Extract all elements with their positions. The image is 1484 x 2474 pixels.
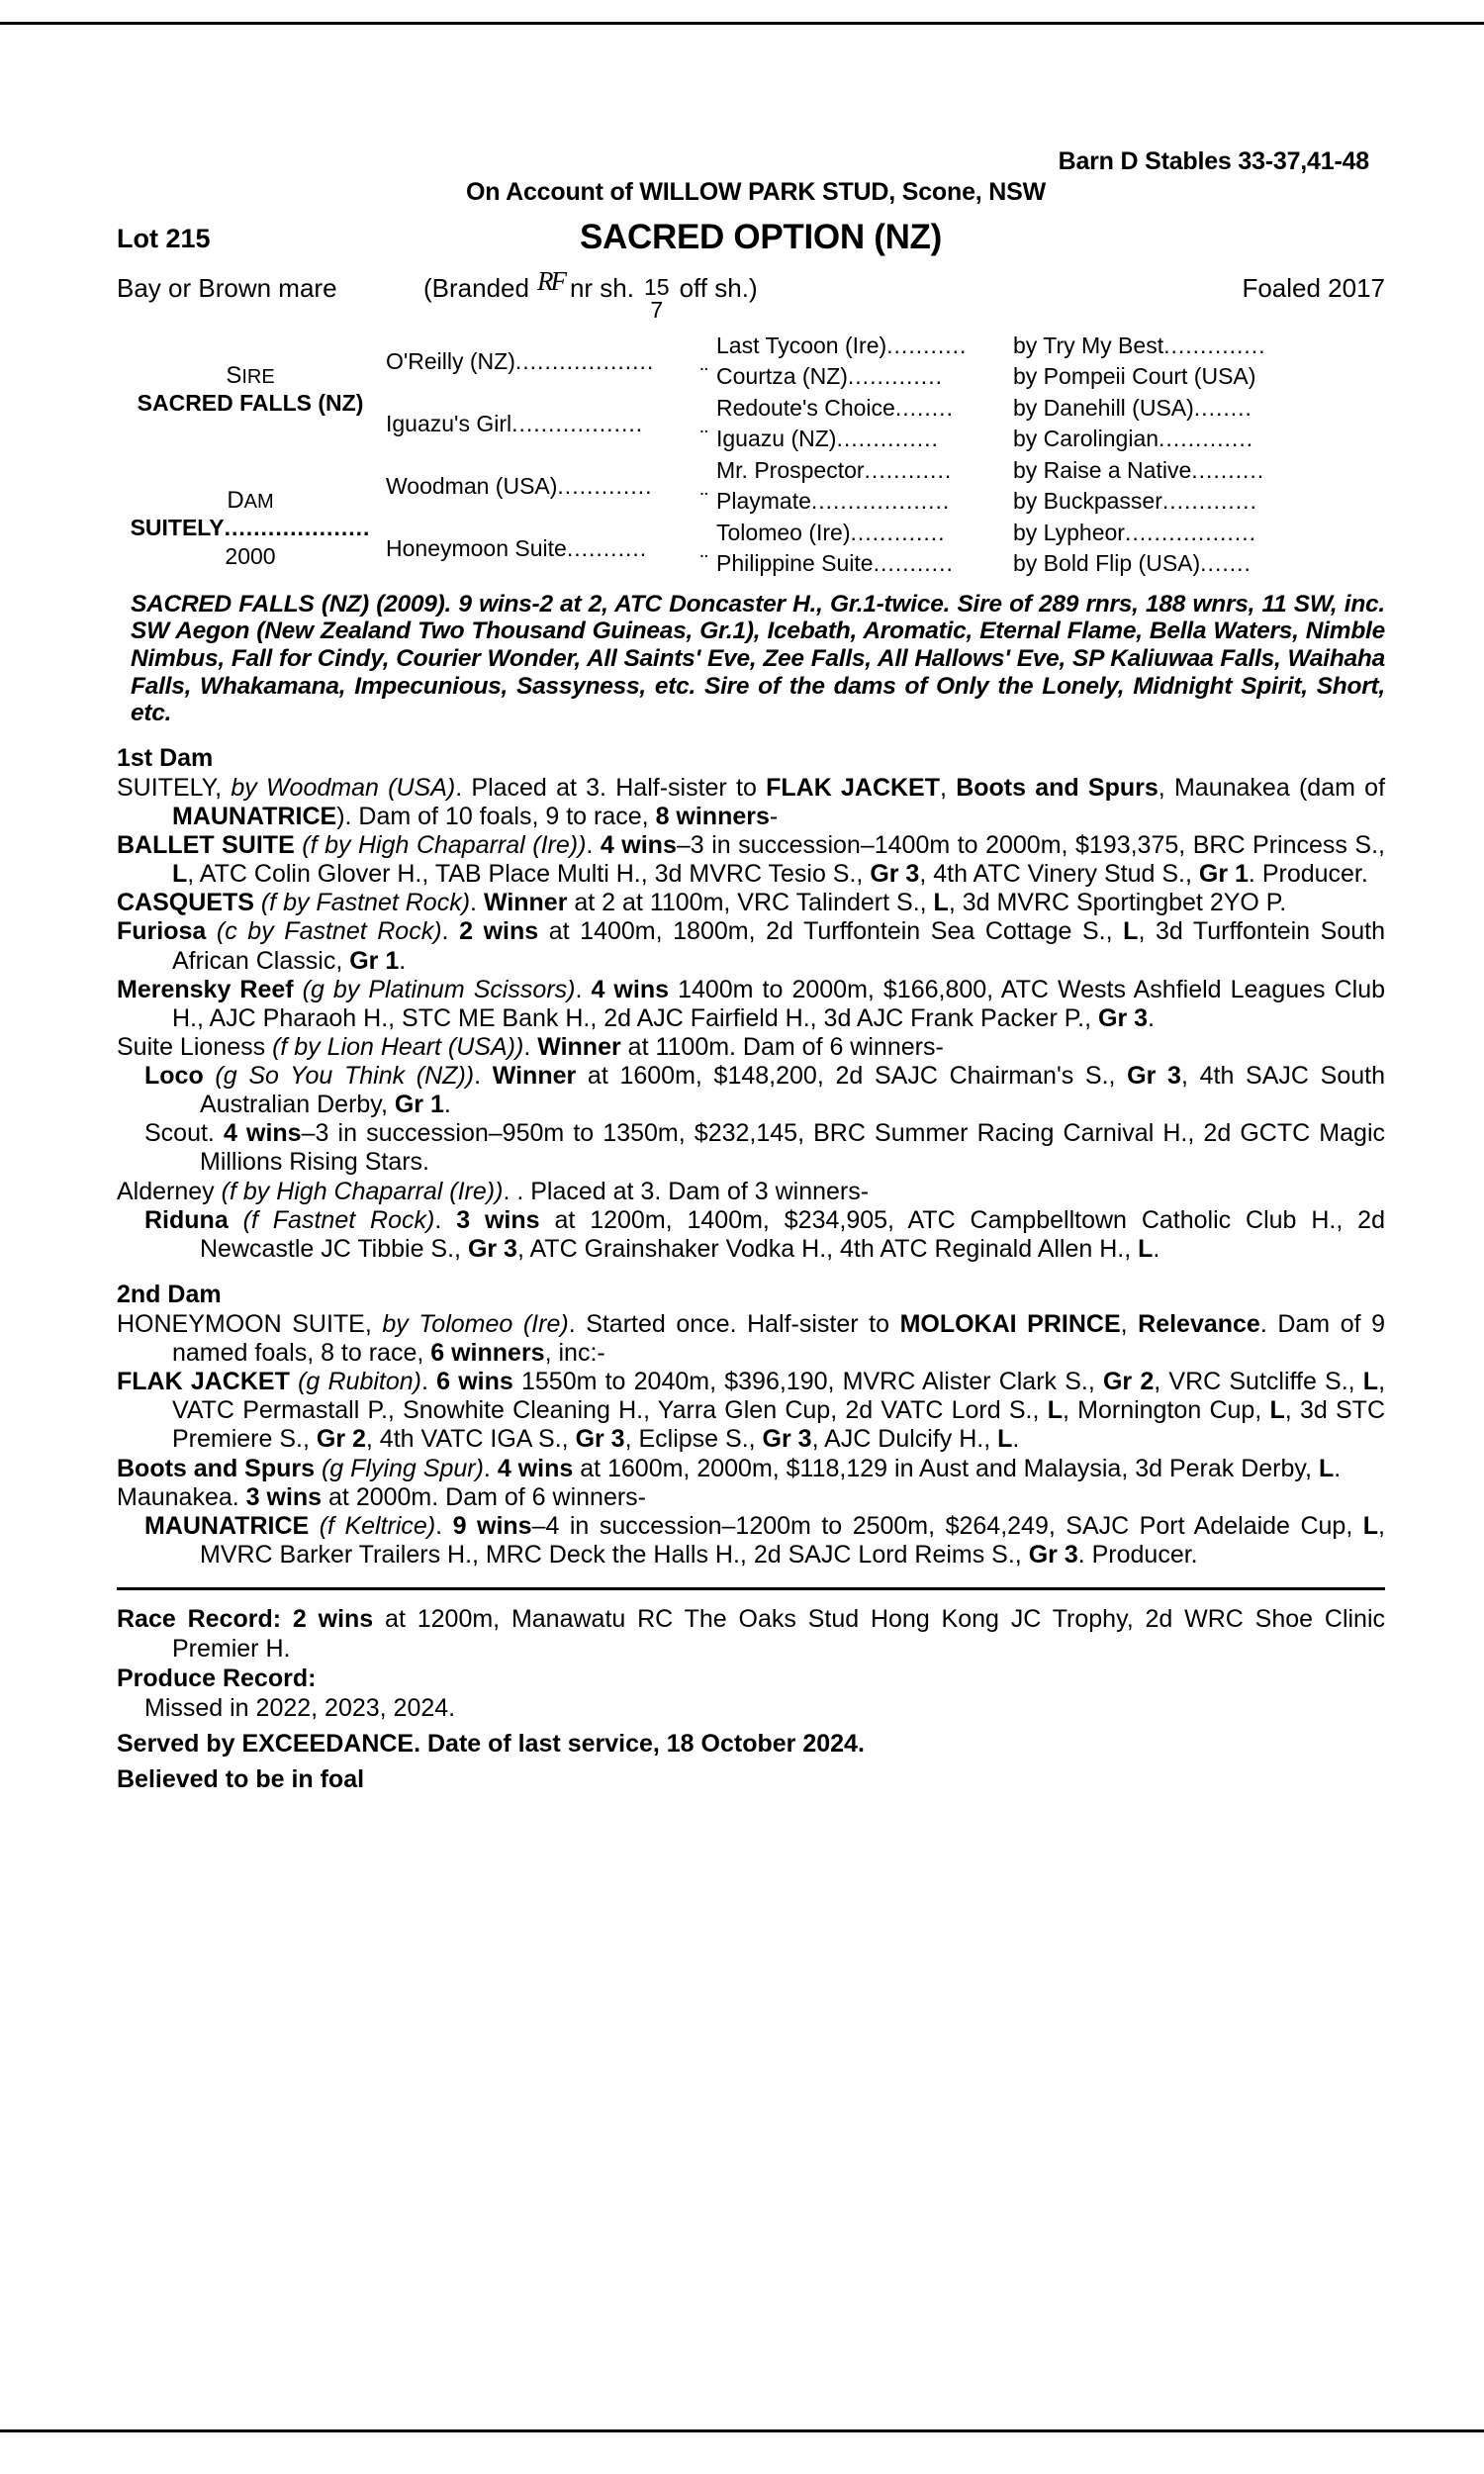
pedigree-cell <box>386 393 700 455</box>
space <box>315 1455 322 1482</box>
dam-name-text: SUITELY <box>130 514 225 540</box>
pedigree-row <box>700 361 1484 393</box>
pedigree-dots: ........... <box>873 550 954 577</box>
progeny-entry <box>117 1119 1385 1177</box>
progeny-detail: . <box>1334 1454 1342 1482</box>
pedigree-gg <box>1013 488 1257 515</box>
text: . <box>523 1032 538 1061</box>
dam-year: 2000 <box>225 542 276 569</box>
pedigree-table <box>117 331 1385 583</box>
pedigree-gp <box>716 426 1013 452</box>
foaled-year: Foaled 2017 <box>1242 272 1385 303</box>
pedigree-row <box>700 455 1484 487</box>
pedigree-gp-name: Last Tycoon (Ire) <box>716 332 887 358</box>
progeny-breeding: (g by Platinum Scissors) <box>302 975 576 1003</box>
space <box>206 917 217 945</box>
space <box>309 1512 320 1540</box>
progeny-detail: , 3d STC Premiere S., <box>172 1396 1385 1454</box>
progeny-breeding: (f by Lion Heart (USA)) <box>272 1032 524 1061</box>
sire-name: SACRED FALLS (NZ) <box>137 389 364 416</box>
progeny-breeding: (g So You Think (NZ)) <box>215 1062 475 1091</box>
second-dam-intro <box>117 1310 1385 1368</box>
progeny-grade: Gr 3 <box>575 1425 625 1454</box>
dam-entry-text: , Maunakea (dam of <box>1158 773 1386 802</box>
branded-prefix: (Branded <box>423 272 529 303</box>
progeny-name: Merensky Reef <box>117 975 294 1003</box>
progeny-entry <box>117 1178 1385 1206</box>
progeny-detail: , Eclipse S., <box>624 1425 763 1454</box>
progeny-entry <box>117 1033 1385 1062</box>
pedigree-gp <box>716 488 1013 515</box>
pedigree-dots: ........ <box>894 394 954 421</box>
pedigree-gp-name: Tolomeo (Ire) <box>716 519 851 545</box>
lot-row <box>117 218 1385 265</box>
text: . <box>420 1368 437 1396</box>
dam-entry-winners: 8 winners <box>655 802 770 830</box>
text: . <box>586 831 601 860</box>
progeny-grade: L <box>1318 1454 1335 1482</box>
brand-denominator: 7 <box>650 297 664 324</box>
pedigree-dots: ................... <box>810 488 951 515</box>
pedigree-gg-name: by Pompeii Court (USA) <box>1013 363 1256 390</box>
first-dam-intro <box>117 774 1385 831</box>
pedigree-gg-name: by Bold Flip (USA) <box>1013 550 1201 577</box>
section-divider <box>117 1587 1385 1590</box>
pedigree-gp <box>716 457 1013 484</box>
progeny-entry <box>117 1455 1385 1483</box>
progeny-detail: , VRC Sutcliffe S., <box>1154 1368 1363 1396</box>
pedigree-column-greatgrandparents <box>700 331 1484 580</box>
pedigree-dots: ............. <box>1159 426 1254 452</box>
pedigree-gg <box>1013 333 1266 359</box>
pedigree-gg-name: by Danehill (USA) <box>1013 394 1194 421</box>
branded-off-shoulder: off sh.) <box>679 272 758 303</box>
progeny-wins: 6 wins <box>436 1368 513 1396</box>
progeny-detail: . <box>1012 1425 1020 1454</box>
pedigree-row <box>700 518 1484 549</box>
progeny-name: FLAK JACKET <box>117 1368 290 1396</box>
progeny-breeding: (f by High Chaparral (Ire)) <box>302 831 587 860</box>
dam-entry-text: . Placed at 3. Half-sister to <box>455 773 767 802</box>
ditto-mark: ¨ <box>700 550 708 577</box>
in-foal-line <box>117 1764 1385 1794</box>
progeny-grade: Gr 1 <box>394 1091 444 1119</box>
progeny-detail: . Producer. <box>1248 860 1368 889</box>
footer-block <box>117 1604 1385 1794</box>
pedigree-dots: .......... <box>1191 456 1265 483</box>
barn-stables-line: Barn D Stables 33-37,41-48 <box>1058 147 1369 175</box>
progeny-name: Scout. <box>144 1119 215 1148</box>
progeny-breeding: (f by Fastnet Rock) <box>260 889 471 917</box>
progeny-grade: L <box>1138 1234 1154 1263</box>
progeny-detail: –3 in succession–1400m to 2000m, $193,375, BRC Princess S., <box>676 831 1385 860</box>
progeny-wins: 2 wins <box>459 917 539 946</box>
progeny-entry <box>117 1483 1385 1512</box>
pedigree-parent-name: Honeymoon Suite <box>386 534 567 561</box>
text: . <box>435 1511 453 1540</box>
sire-summary-paragraph: SACRED FALLS (NZ) (2009). 9 wins-2 at 2, ATC Doncaster H., Gr.1-twice. Sire of 289 rnrs, 188 wnrs, 11 SW, inc. SW Aegon (New Zealand Two Thousand Guineas, Gr.1), Icebath, Aromatic, Eternal Flame, Bella Waters, Nimble Nimbus, Fall for Cindy, Courier Wonder, All Saints' Eve, Zee Falls, All Hallows' Eve, SP Kaliuwaa Falls, Waihaha Falls, Whakamana, Impecunious, Sassyness, etc. Sire of the dams of Only the Lonely, Midnight Spirit, Short, etc. <box>131 590 1385 727</box>
in-foal-text: Believed to be in foal <box>117 1765 365 1794</box>
sire-label-rest: IRE <box>241 365 275 388</box>
pedigree-gp <box>716 333 1013 359</box>
pedigree-gg-name: by Try My Best <box>1013 332 1164 358</box>
progeny-grade: L <box>172 860 188 889</box>
pedigree-gp-name: Mr. Prospector <box>716 456 865 483</box>
dam-entry-text: , <box>1120 1309 1139 1338</box>
progeny-detail: at 1400m, 1800m, 2d Turffontein Sea Cottage S., <box>538 917 1124 946</box>
progeny-breeding: (g Rubiton) <box>298 1368 421 1396</box>
progeny-detail: , ATC Colin Glover H., TAB Place Multi H., 3d MVRC Tesio S., <box>187 860 871 889</box>
pedigree-dots: ................... <box>514 347 655 374</box>
pedigree-dots: ............. <box>557 472 653 499</box>
pedigree-gp <box>716 395 1013 422</box>
pedigree-gg-name: by Lypheor <box>1013 519 1125 545</box>
progeny-entry <box>117 976 1385 1033</box>
progeny-grade: Gr 2 <box>316 1425 366 1454</box>
pedigree-gg-name: by Raise a Native <box>1013 456 1192 483</box>
progeny-name: BALLET SUITE <box>117 831 295 860</box>
pedigree-dots: ............ <box>864 456 953 483</box>
progeny-grade: L <box>1362 1368 1379 1396</box>
progeny-name: Alderney <box>117 1177 215 1205</box>
branded-near-shoulder: nr sh. <box>569 272 634 303</box>
progeny-grade: L <box>1123 917 1139 946</box>
progeny-detail: , 4th VATC IGA S., <box>365 1425 576 1454</box>
progeny-grade: Gr 3 <box>1127 1062 1181 1091</box>
progeny-wins: 4 wins <box>591 975 670 1003</box>
pedigree-dots: .............. <box>836 426 939 452</box>
space <box>215 1119 224 1147</box>
top-divider-rule <box>0 22 1484 25</box>
text: . <box>483 1454 498 1482</box>
progeny-wins: 4 wins <box>224 1119 302 1148</box>
space <box>290 1368 298 1395</box>
progeny-detail: , VATC Permastall P., Snowhite Cleaning H., Yarra Glen Cup, 2d VATC Lord S., <box>172 1368 1386 1425</box>
dam-entry-name: HONEYMOON SUITE, <box>117 1309 383 1338</box>
progeny-name: Suite Lioness <box>117 1032 266 1061</box>
progeny-grade: Gr 3 <box>870 860 920 889</box>
progeny-detail: . <box>1153 1234 1160 1263</box>
progeny-breeding: (f Keltrice) <box>319 1511 436 1540</box>
dam-entry-relative: 6 winners <box>430 1339 545 1368</box>
text: . <box>470 889 484 917</box>
dam-entry-relative: MOLOKAI PRINCE <box>899 1309 1121 1338</box>
progeny-breeding: (f by High Chaparral (Ire)) <box>221 1177 504 1205</box>
pedigree-dots: ....... <box>1200 550 1252 577</box>
progeny-name: Maunakea. <box>117 1482 239 1511</box>
progeny-grade: L <box>1362 1511 1379 1540</box>
dam-entry-relative: Relevance <box>1138 1309 1260 1338</box>
progeny-detail: . <box>443 1091 451 1119</box>
progeny-detail: . Placed at 3. Dam of 3 winners- <box>516 1177 870 1205</box>
first-dam-body <box>117 774 1385 1264</box>
pedigree-gp-name: Redoute's Choice <box>716 394 895 421</box>
progeny-detail: at 1100m. Dam of 6 winners- <box>620 1032 944 1061</box>
dam-entry-text: . Dam of 9 named foals, 8 to race, <box>172 1309 1386 1368</box>
pedigree-gg <box>1013 363 1255 390</box>
dam-name <box>117 515 384 541</box>
sire-label-cap: S <box>226 361 242 389</box>
first-dam-heading: 1st Dam <box>117 743 214 772</box>
progeny-detail: , Mornington Cup, <box>1062 1396 1270 1425</box>
progeny-detail: , MVRC Barker Trailers H., MRC Deck the Halls H., 2d SAJC Lord Reims S., <box>200 1511 1385 1569</box>
progeny-grade: L <box>1269 1396 1285 1425</box>
pedigree-gp-name: Playmate <box>716 488 811 515</box>
pedigree-gp <box>716 550 1013 577</box>
progeny-detail: . <box>1148 1003 1155 1032</box>
pedigree-gg-name: by Buckpasser <box>1013 488 1162 515</box>
ditto-mark: ¨ <box>700 363 708 390</box>
pedigree-gg <box>1013 426 1253 452</box>
progeny-wins: Winner <box>483 889 568 917</box>
pedigree-gp-name: Iguazu (NZ) <box>716 426 837 452</box>
pedigree-gp-name: Courtza (NZ) <box>716 363 848 390</box>
progeny-entry <box>117 1512 1385 1570</box>
progeny-breeding: (f Fastnet Rock) <box>242 1205 435 1234</box>
pedigree-row <box>700 424 1484 455</box>
produce-record-text: Missed in 2022, 2023, 2024. <box>144 1694 456 1723</box>
progeny-detail: at 2000m. Dam of 6 winners- <box>322 1482 646 1511</box>
progeny-grade: Gr 1 <box>349 946 400 975</box>
progeny-wins: 4 wins <box>600 831 677 860</box>
pedigree-gg <box>1013 395 1252 422</box>
race-record-text: at 1200m, Manawatu RC The Oaks Stud Hong Kong JC Trophy, 2d WRC Shoe Clinic Premier H. <box>172 1605 1386 1664</box>
ditto-mark: ¨ <box>700 488 708 515</box>
pedigree-gg <box>1013 457 1264 484</box>
pedigree-dots: .................. <box>1124 519 1256 545</box>
progeny-detail: at 2 at 1100m, VRC Talindert S., <box>567 889 934 917</box>
dam-block <box>117 487 384 570</box>
progeny-detail: 1400m to 2000m, $166,800, ATC Wests Ashfield Leagues Club H., AJC Pharaoh H., STC ME Bank H., 2d AJC Fairfield H., 3d AJC Frank Packer P., <box>172 975 1385 1032</box>
text: . <box>503 1177 517 1205</box>
text: . <box>575 975 592 1003</box>
progeny-detail: at 1600m, $148,200, 2d SAJC Chairman's S., <box>576 1062 1128 1091</box>
pedigree-cell <box>386 331 700 393</box>
progeny-detail: 1550m to 2040m, $396,190, MVRC Alister Clark S., <box>512 1368 1103 1396</box>
progeny-detail: , ATC Grainshaker Vodka H., 4th ATC Reginald Allen H., <box>516 1234 1139 1263</box>
progeny-grade: Gr 3 <box>1028 1540 1078 1569</box>
progeny-name: MAUNATRICE <box>144 1511 310 1540</box>
progeny-detail: , 3d MVRC Sportingbet 2YO P. <box>948 889 1287 917</box>
space <box>215 1178 222 1205</box>
pedigree-gp <box>716 520 1013 546</box>
brand-numerator: 15 <box>644 273 670 300</box>
text: . <box>441 917 460 946</box>
progeny-grade: L <box>1047 1396 1063 1425</box>
progeny-name: Loco <box>144 1062 204 1091</box>
pedigree-row <box>700 486 1484 518</box>
progeny-name: Riduna <box>144 1205 229 1234</box>
pedigree-dots: ........ <box>1193 394 1252 421</box>
brand-mark-icon: RF <box>536 265 564 296</box>
pedigree-dots: ............. <box>1161 488 1257 515</box>
progeny-entry <box>117 889 1385 917</box>
second-dam-body <box>117 1310 1385 1570</box>
progeny-name: Boots and Spurs <box>117 1454 316 1482</box>
page-title: SACRED OPTION (NZ) <box>580 217 942 256</box>
pedigree-gg-name: by Carolingian <box>1013 426 1159 452</box>
space <box>254 889 261 916</box>
served-by-line <box>117 1729 1385 1759</box>
pedigree-dots: .............. <box>1163 332 1266 358</box>
progeny-wins: 3 wins <box>245 1482 323 1511</box>
progeny-detail: –3 in succession–950m to 1350m, $232,145, BRC Summer Racing Carnival H., 2d GCTC Magic Millions Rising Stars. <box>200 1119 1385 1177</box>
pedigree-parent-name: Woodman (USA) <box>386 472 558 499</box>
pedigree-column-parents <box>117 331 384 583</box>
ditto-mark: ¨ <box>700 426 708 452</box>
sire-label <box>117 362 384 390</box>
dam-entry-text: , inc:- <box>544 1339 605 1368</box>
account-line: On Account of WILLOW PARK STUD, Scone, NSW <box>465 178 1046 207</box>
dam-entry-text: - <box>769 802 779 830</box>
progeny-entry <box>117 1206 1385 1264</box>
dam-entry-relative: Boots and Spurs <box>956 773 1159 802</box>
progeny-grade: Gr 1 <box>1198 860 1249 889</box>
pedigree-parent-name: Iguazu's Girl <box>386 410 512 436</box>
colour-sex: Bay or Brown mare <box>117 272 337 303</box>
dam-name-dots: .................... <box>224 514 371 540</box>
sire-block <box>117 362 384 417</box>
pedigree-row <box>700 548 1484 580</box>
dam-entry-breeding: by Woodman (USA) <box>231 773 456 802</box>
progeny-detail: at 1200m, 1400m, $234,905, ATC Campbelltown Catholic Club H., 2d Newcastle JC Tibbie S., <box>200 1205 1385 1263</box>
pedigree-dots: .................. <box>511 410 644 436</box>
dam-label-cap: D <box>227 486 244 514</box>
progeny-grade: Gr 3 <box>1098 1003 1149 1032</box>
progeny-breeding: (g Flying Spur) <box>321 1454 484 1482</box>
bottom-divider-rule <box>0 2429 1484 2432</box>
dam-label <box>117 487 384 515</box>
progeny-detail: –4 in succession–1200m to 2500m, $264,249, SAJC Port Adelaide Cup, <box>531 1511 1363 1540</box>
dam-label-rest: AM <box>243 490 274 513</box>
page-content <box>117 148 1385 1794</box>
dam-entry-text: , <box>940 773 957 802</box>
progeny-name: Furiosa <box>117 917 207 946</box>
progeny-detail: at 1600m, 2000m, $118,129 in Aust and Malaysia, 3d Perak Derby, <box>573 1454 1319 1482</box>
pedigree-row <box>700 331 1484 362</box>
served-by-text: Served by EXCEEDANCE. Date of last service, 18 October 2024. <box>117 1730 865 1759</box>
pedigree-gp <box>716 363 1013 390</box>
dam-entry-relative: FLAK JACKET <box>766 773 940 802</box>
progeny-grade: L <box>933 889 949 917</box>
branding-info <box>423 265 758 325</box>
progeny-wins: 3 wins <box>456 1205 540 1234</box>
brand-fraction <box>644 273 670 324</box>
progeny-detail: , 4th ATC Vinery Stud S., <box>919 860 1199 889</box>
progeny-entry <box>117 831 1385 889</box>
pedigree-parent-name: O'Reilly (NZ) <box>386 347 515 374</box>
race-record-line <box>117 1604 1385 1664</box>
progeny-detail: . <box>399 946 407 975</box>
pedigree-dots: ............. <box>847 363 943 390</box>
progeny-wins: Winner <box>492 1062 577 1091</box>
progeny-grade: Gr 3 <box>762 1425 812 1454</box>
description-row <box>117 265 1385 324</box>
progeny-entry <box>117 1062 1385 1119</box>
progeny-entry <box>117 917 1385 975</box>
pedigree-gg <box>1013 520 1256 546</box>
dam-entry-text: . Started once. Half-sister to <box>568 1309 900 1338</box>
pedigree-column-grandparents <box>386 331 700 580</box>
pedigree-cell <box>386 455 700 518</box>
progeny-wins: 9 wins <box>452 1511 532 1540</box>
race-record-wins: 2 wins <box>292 1605 374 1634</box>
progeny-entry <box>117 1368 1385 1454</box>
dam-entry-name: SUITELY, <box>117 773 232 802</box>
pedigree-dots: ........... <box>886 332 968 358</box>
pedigree-gp-name: Philippine Suite <box>716 550 874 577</box>
progeny-name: CASQUETS <box>117 889 254 917</box>
pedigree-gg <box>1013 550 1252 577</box>
produce-record-label-line <box>117 1664 1385 1693</box>
dam-entry-text: ). Dam of 10 foals, 9 to race, <box>336 802 656 830</box>
pedigree-row <box>700 393 1484 425</box>
progeny-grade: Gr 2 <box>1102 1368 1155 1396</box>
progeny-grade: Gr 3 <box>467 1234 517 1263</box>
progeny-breeding: (c by Fastnet Rock) <box>216 917 442 946</box>
progeny-grade: L <box>997 1425 1013 1454</box>
progeny-detail: . Producer. <box>1077 1540 1198 1569</box>
text: . <box>434 1205 457 1234</box>
lot-number: Lot 215 <box>117 223 211 253</box>
pedigree-cell <box>386 518 700 580</box>
progeny-detail: , 4th SAJC South Australian Derby, <box>200 1062 1385 1119</box>
second-dam-heading: 2nd Dam <box>117 1280 222 1308</box>
text: . <box>474 1062 493 1091</box>
pedigree-dots: ........... <box>566 534 648 561</box>
space <box>204 1062 216 1090</box>
dam-entry-breeding: by Tolomeo (Ire) <box>382 1309 569 1338</box>
produce-record-label: Produce Record: <box>117 1665 317 1693</box>
progeny-detail: , 3d Turffontein South African Classic, <box>172 917 1385 975</box>
progeny-wins: 4 wins <box>497 1454 574 1482</box>
dam-entry-relative: MAUNATRICE <box>172 802 337 830</box>
space <box>239 1483 246 1511</box>
space <box>229 1206 243 1234</box>
progeny-detail: , AJC Dulcify H., <box>811 1425 998 1454</box>
pedigree-dots: ............. <box>850 519 946 545</box>
race-record-label: Race Record: <box>117 1605 282 1634</box>
space <box>294 976 303 1003</box>
progeny-wins: Winner <box>537 1032 621 1061</box>
